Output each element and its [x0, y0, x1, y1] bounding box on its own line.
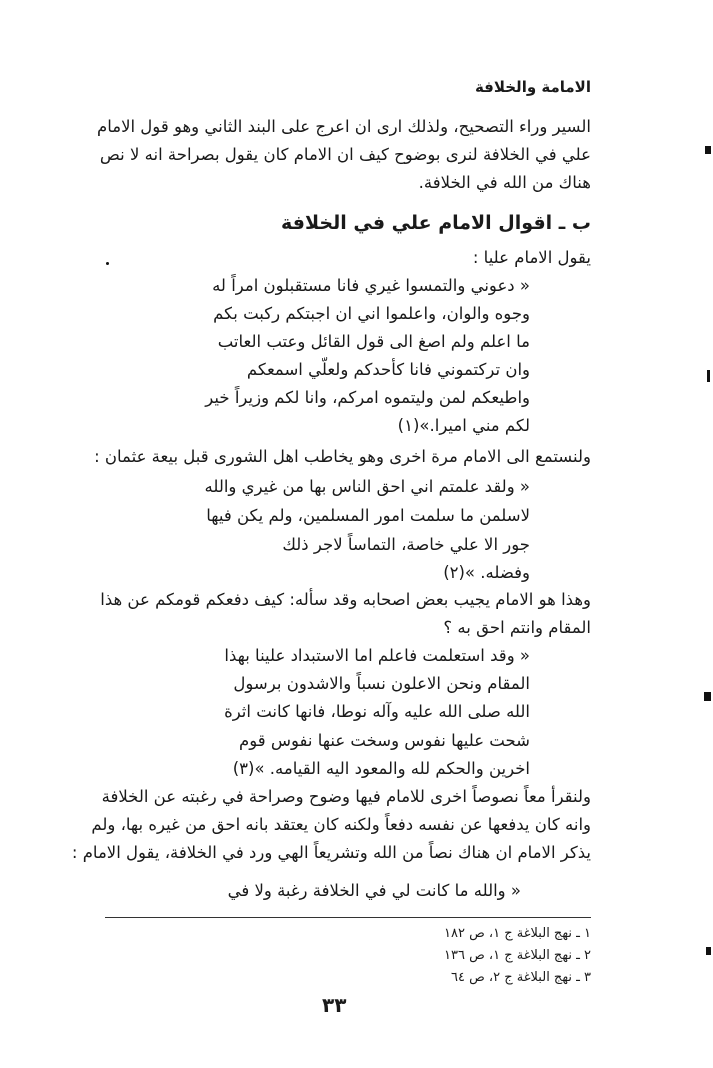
- quote-line: « ولقد علمتم اني احق الناس بها من غيري والله: [204, 477, 530, 496]
- intro-line: هناك من الله في الخلافة.: [418, 173, 591, 192]
- scan-speck: [705, 146, 711, 154]
- section-heading: ب ـ اقوال الامام علي في الخلافة: [281, 212, 591, 234]
- lead-paragraph: وهذا هو الامام يجيب بعض اصحابه وقد سأله: كيف دفعكم قومكم عن هذا: [100, 590, 591, 609]
- quote-line: « دعوني والتمسوا غيري فانا مستقبلون امراً له: [212, 276, 530, 295]
- lead-paragraph: يذكر الامام ان هناك نصاً من الله وتشريعاً الهي ورد في الخلافة، يقول الامام :: [71, 843, 591, 862]
- scan-speck: [706, 947, 711, 955]
- scan-speck: [106, 262, 109, 265]
- quote-line: اخرين والحكم لله والمعود اليه القيامه. »(٣): [232, 759, 530, 778]
- quote-line: لاسلمن ما سلمت امور المسلمين، ولم يكن فيها: [206, 506, 530, 525]
- quote-line: وفضله. »(٢): [443, 563, 530, 582]
- intro-line: السير وراء التصحيح، ولذلك ارى ان اعرج على البند الثاني وهو قول الامام: [96, 117, 591, 136]
- lead-paragraph: وانه كان يدفعها عن نفسه دفعاً ولكنه كان يعتقد بانه احق من غيره بها، ولم: [91, 815, 591, 834]
- footnote: ١ ـ نهج البلاغة ج ١، ص ١٨٢: [444, 926, 591, 941]
- footnote-divider: [105, 917, 591, 918]
- quote-line: جور الا علي خاصة، التماساً لاجر ذلك: [282, 535, 530, 554]
- quote-line: واطيعكم لمن وليتموه امركم، وانا لكم وزيراً خير: [205, 388, 530, 407]
- footnote: ٣ ـ نهج البلاغة ج ٢، ص ٦٤: [450, 970, 591, 985]
- quote-line: « وقد استعلمت فاعلم اما الاستبداد علينا بهذا: [224, 646, 530, 665]
- lead-paragraph: المقام وانتم احق به ؟: [443, 618, 591, 637]
- running-header: الامامة والخلافة: [474, 78, 591, 96]
- quote-line: لكم مني اميرا.»(١): [397, 416, 530, 435]
- scan-speck: [707, 370, 710, 382]
- quote-line: وان تركتموني فانا كأحدكم ولعلّي اسمعكم: [246, 360, 530, 379]
- scan-speck: [704, 692, 711, 701]
- quote-line: وجوه والوان، واعلموا اني ان اجبتكم ركبت بكم: [213, 304, 530, 323]
- lead-paragraph: ولنستمع الى الامام مرة اخرى وهو يخاطب اهل الشورى قبل بيعة عثمان :: [94, 447, 591, 466]
- lead-paragraph: ولنقرأ معاً نصوصاً اخرى للامام فيها وضوح وصراحة في رغبته عن الخلافة: [101, 787, 591, 806]
- intro-line: علي في الخلافة لنرى بوضوح كيف ان الامام كان يقول بصراحة انه لا نص: [99, 145, 591, 164]
- page-number: ٣٣: [322, 993, 347, 1017]
- quote-line: شحت عليها نفوس وسخت عنها نفوس قوم: [238, 731, 530, 750]
- lead-paragraph: يقول الامام عليا :: [472, 248, 591, 267]
- quote-line: ما اعلم ولم اصغ الى قول القائل وعتب العاتب: [217, 332, 530, 351]
- quote-line: « والله ما كانت لي في الخلافة رغبة ولا في: [227, 881, 521, 900]
- quote-line: المقام ونحن الاعلون نسباً والاشدون برسول: [233, 674, 530, 693]
- quote-line: الله صلى الله عليه وآله نوطا، فانها كانت اثرة: [224, 702, 530, 721]
- footnote: ٢ ـ نهج البلاغة ج ١، ص ١٣٦: [444, 948, 591, 963]
